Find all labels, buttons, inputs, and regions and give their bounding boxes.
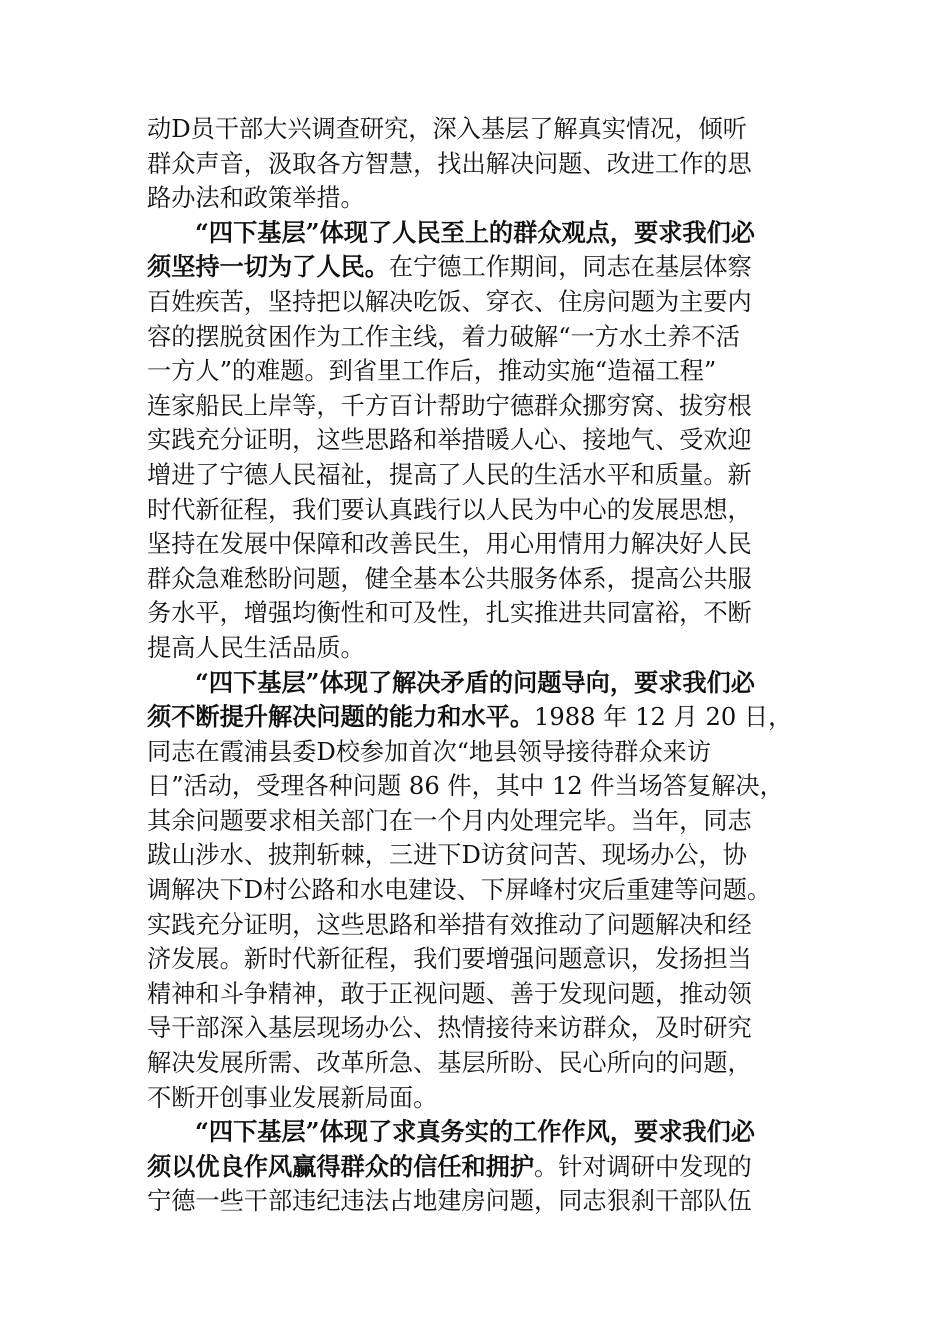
text-run: 时代新征程，我们要认真践行以人民为中心的发展思想， — [147, 495, 752, 524]
text-line — [147, 631, 807, 666]
text-run: 济发展。新时代新征程，我们要增强问题意识，发扬担当 — [147, 945, 752, 974]
text-run: 增进了宁德人民福祉，提高了人民的生活水平和质量。新 — [147, 460, 752, 489]
text-line — [147, 804, 807, 839]
text-line — [147, 873, 807, 908]
text-line — [147, 147, 807, 182]
text-line — [147, 250, 807, 285]
text-run: 精神和斗争精神，敢于正视问题、善于发现问题，推动领 — [147, 979, 752, 1008]
text-line — [147, 666, 807, 701]
text-run: 动D员干部大兴调查研究，深入基层了解真实情况，倾听 — [147, 115, 747, 143]
text-run: 群众急难愁盼问题，健全基本公共服务体系，提高公共服 — [147, 564, 752, 593]
text-line — [147, 354, 807, 389]
bold-text-run: 须坚持一切为了人民。 — [147, 252, 389, 282]
text-run: 同志在霞浦县委D校参加首次“地县领导接待群众来访 — [147, 737, 711, 766]
text-line — [147, 942, 807, 977]
text-run: 坚持在发展中保障和改善民生，用心用情用力解决好人民 — [147, 530, 752, 559]
text-line — [147, 700, 807, 735]
text-run: 群众声音，汲取各方智慧，找出解决问题、改进工作的思 — [147, 149, 752, 178]
text-run: 连家船民上岸等，千方百计帮助宁德群众挪穷窝、拔穷根 — [147, 391, 752, 420]
text-run: 解决发展所需、改革所急、基层所盼、民心所向的问题， — [147, 1049, 752, 1078]
text-run: 一方人”的难题。到省里工作后，推动实施“造福工程” — [147, 357, 717, 386]
text-line — [147, 735, 807, 770]
bold-text-run: “四下基层”体现了人民至上的群众观点，要求我们必 — [195, 217, 755, 247]
text-line — [147, 769, 807, 804]
text-run: 跋山涉水、披荆斩棘，三进下D访贫问苦、现场办公，协 — [147, 841, 747, 870]
text-run: 提高人民生活品质。 — [147, 633, 365, 662]
text-run: 实践充分证明，这些思路和举措有效推动了问题解决和经 — [147, 910, 752, 939]
text-line — [147, 838, 807, 873]
text-line — [147, 458, 807, 493]
bold-text-run: 须不断提升解决问题的能力和水平。 — [147, 702, 535, 732]
text-run: 实践充分证明，这些思路和举措暖人心、接地气、受欢迎 — [147, 426, 752, 455]
text-line — [147, 977, 807, 1012]
text-line — [147, 1150, 807, 1185]
bold-text-run: “四下基层”体现了解决矛盾的问题导向，要求我们必 — [195, 667, 755, 697]
text-run: 路办法和政策举措。 — [147, 184, 365, 213]
text-run: 。针对调研中发现的 — [534, 1152, 752, 1181]
text-line — [147, 423, 807, 458]
text-line — [147, 908, 807, 943]
text-line — [147, 1115, 807, 1150]
text-run: 百姓疾苦，坚持把以解决吃饭、穿衣、住房问题为主要内 — [147, 287, 752, 316]
text-line — [147, 1184, 807, 1219]
text-run: 务水平，增强均衡性和可及性，扎实推进共同富裕，不断 — [147, 599, 752, 628]
document-page — [147, 112, 807, 1219]
text-run: 其余问题要求相关部门在一个月内处理完毕。当年，同志 — [147, 806, 752, 835]
text-run: 宁德一些干部违纪违法占地建房问题，同志狠刹干部队伍 — [147, 1187, 752, 1216]
text-line — [147, 1081, 807, 1116]
text-line — [147, 1046, 807, 1081]
text-line — [147, 596, 807, 631]
text-line — [147, 320, 807, 355]
text-run: 导干部深入基层现场办公、热情接待来访群众，及时研究 — [147, 1014, 752, 1043]
text-run: 日”活动，受理各种问题 86 件，其中 12 件当场答复解决， — [147, 772, 784, 801]
text-run: 不断开创事业发展新局面。 — [147, 1083, 438, 1112]
text-run: 1988 年 12 月 20 日， — [534, 703, 793, 732]
text-line — [147, 389, 807, 424]
text-line — [147, 527, 807, 562]
text-line — [147, 112, 807, 147]
text-run: 调解决下D村公路和水电建设、下屏峰村灾后重建等问题。 — [147, 876, 772, 905]
text-line — [147, 285, 807, 320]
text-line — [147, 181, 807, 216]
text-line — [147, 216, 807, 251]
text-run: 容的摆脱贫困作为工作主线，着力破解“一方水土养不活 — [147, 322, 740, 351]
text-run: 在宁德工作期间，同志在基层体察 — [388, 253, 752, 282]
text-line — [147, 562, 807, 597]
bold-text-run: 须以优良作风赢得群众的信任和拥护 — [147, 1151, 535, 1181]
text-line — [147, 1011, 807, 1046]
bold-text-run: “四下基层”体现了求真务实的工作作风，要求我们必 — [195, 1117, 755, 1147]
text-line — [147, 493, 807, 528]
